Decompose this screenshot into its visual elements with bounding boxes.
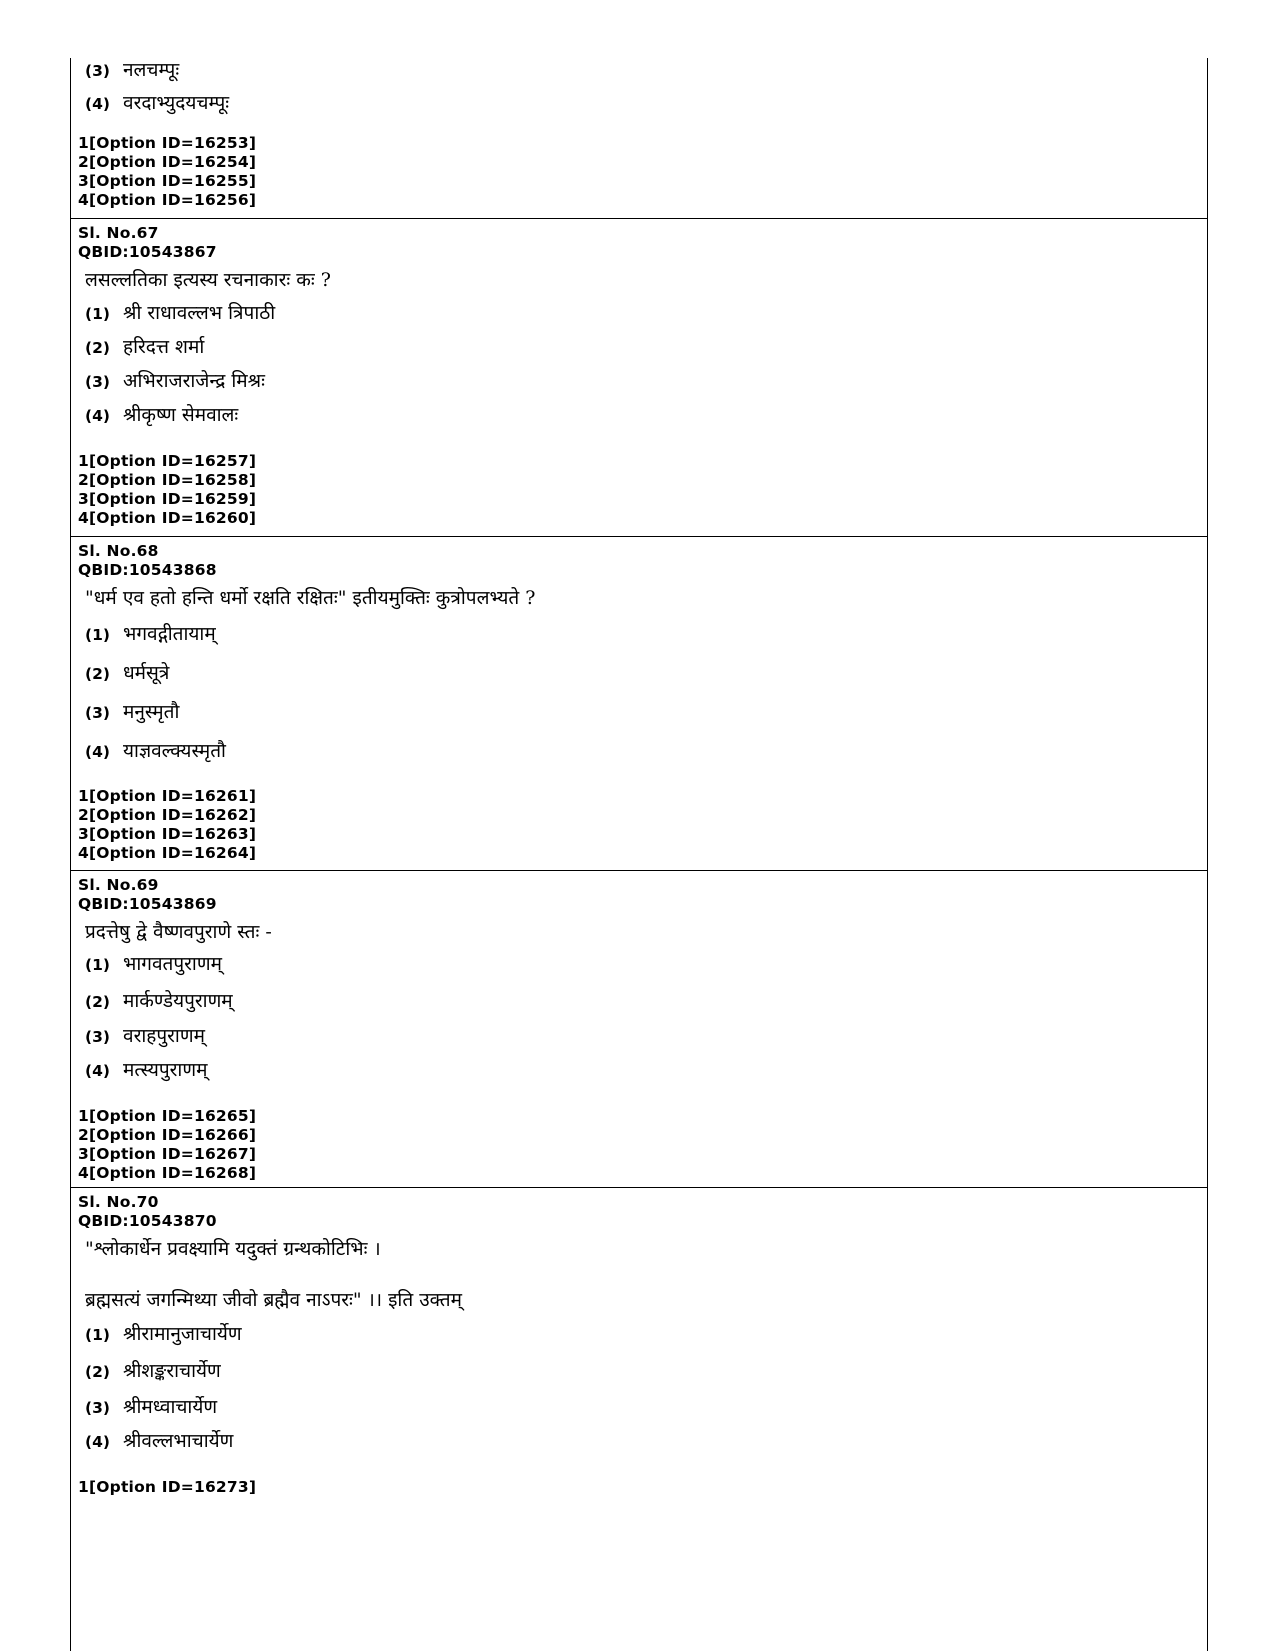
question-block-70: [71, 1193, 1207, 1497]
option-id: 3[Option ID=16255]: [78, 172, 257, 190]
question-block-69: [71, 876, 1207, 1183]
serial-number: Sl. No.69: [78, 876, 159, 894]
option-number: (3): [85, 373, 110, 391]
option-number: (1): [85, 626, 110, 644]
option-row: [78, 622, 1207, 647]
option-text: भगवद्गीतायाम्: [123, 623, 216, 645]
option-ids: [78, 1478, 1207, 1497]
option-row: [78, 91, 1207, 116]
option-text: मनुस्मृतौ: [123, 701, 180, 723]
option-row: [78, 1395, 1207, 1420]
serial-number: Sl. No.68: [78, 542, 159, 560]
option-row: [78, 403, 1207, 428]
option-row: [78, 301, 1207, 326]
question-block-68: [71, 542, 1207, 863]
question-text: "श्लोकार्धेन प्रवक्ष्यामि यदुक्तं ग्रन्थकोटिभिः ।: [85, 1238, 381, 1260]
option-text: श्रीशङ्कराचार्येण: [123, 1360, 221, 1382]
question-text: लसल्लतिका इत्यस्य रचनाकारः कः ?: [85, 269, 331, 291]
option-ids: [78, 452, 1207, 528]
option-ids: [78, 134, 1207, 210]
option-number: (1): [85, 956, 110, 974]
option-row: [78, 1322, 1207, 1347]
option-number: (4): [85, 407, 110, 425]
option-id: 4[Option ID=16260]: [78, 509, 257, 527]
option-text: याज्ञवल्क्यस्मृतौ: [123, 740, 226, 762]
option-text: श्रीरामानुजाचार्येण: [123, 1323, 242, 1345]
option-text: श्रीकृष्ण सेमवालः: [123, 404, 239, 426]
option-text: मार्कण्डेयपुराणम्: [123, 990, 233, 1012]
option-number: (1): [85, 305, 110, 323]
option-number: (2): [85, 665, 110, 683]
option-number: (4): [85, 1062, 110, 1080]
option-id: 4[Option ID=16264]: [78, 844, 257, 862]
option-id: 2[Option ID=16262]: [78, 806, 257, 824]
option-row: [78, 989, 1207, 1014]
serial-number: Sl. No.67: [78, 224, 159, 242]
option-row: [78, 739, 1207, 764]
option-number: (3): [85, 62, 110, 80]
option-id: 1[Option ID=16253]: [78, 134, 257, 152]
qbid: QBID:10543868: [78, 561, 217, 579]
option-text: मत्स्यपुराणम्: [123, 1059, 208, 1081]
qbid: QBID:10543869: [78, 895, 217, 913]
option-number: (2): [85, 993, 110, 1011]
option-number: (3): [85, 704, 110, 722]
option-text: श्री राधावल्लभ त्रिपाठी: [123, 302, 276, 324]
option-text: नलचम्पूः: [123, 59, 180, 81]
option-id: 1[Option ID=16265]: [78, 1107, 257, 1125]
option-row: [78, 1429, 1207, 1454]
option-row: [78, 700, 1207, 725]
question-text: "धर्म एव हतो हन्ति धर्मो रक्षति रक्षितः" इतीयमुक्तिः कुत्रोपलभ्यते ?: [85, 587, 536, 609]
option-row: [78, 369, 1207, 394]
option-number: (4): [85, 743, 110, 761]
option-number: (3): [85, 1028, 110, 1046]
option-number: (1): [85, 1326, 110, 1344]
qbid: QBID:10543867: [78, 243, 217, 261]
option-number: (2): [85, 339, 110, 357]
divider: [71, 536, 1207, 537]
option-row: [78, 661, 1207, 686]
option-id: 1[Option ID=16273]: [78, 1478, 257, 1496]
option-row: [78, 1359, 1207, 1384]
option-number: (4): [85, 95, 110, 113]
option-text: वराहपुराणम्: [123, 1025, 205, 1047]
option-id: 3[Option ID=16259]: [78, 490, 257, 508]
divider: [71, 1187, 1207, 1188]
option-number: (4): [85, 1433, 110, 1451]
option-id: 2[Option ID=16266]: [78, 1126, 257, 1144]
option-row: [78, 58, 1207, 83]
option-text: वरदाभ्युदयचम्पूः: [123, 92, 230, 114]
option-text: हरिदत्त शर्मा: [123, 336, 205, 358]
option-text: धर्मसूत्रे: [123, 662, 170, 684]
serial-number: Sl. No.70: [78, 1193, 159, 1211]
option-text: श्रीवल्लभाचार्येण: [123, 1430, 234, 1452]
question-block-67: [71, 224, 1207, 528]
option-id: 1[Option ID=16261]: [78, 787, 257, 805]
option-id: 3[Option ID=16263]: [78, 825, 257, 843]
option-number: (3): [85, 1399, 110, 1417]
option-id: 1[Option ID=16257]: [78, 452, 257, 470]
divider: [71, 218, 1207, 219]
option-text: श्रीमध्वाचार्येण: [123, 1396, 218, 1418]
option-row: [78, 1058, 1207, 1083]
question-text: प्रदत्तेषु द्वे वैष्णवपुराणे स्तः -: [85, 921, 272, 943]
prev-question-fragment: [71, 58, 1207, 210]
option-ids: [78, 1107, 1207, 1183]
option-id: 3[Option ID=16267]: [78, 1145, 257, 1163]
option-text: भागवतपुराणम्: [123, 953, 222, 975]
option-row: [78, 952, 1207, 977]
divider: [71, 870, 1207, 871]
option-number: (2): [85, 1363, 110, 1381]
question-paper-page: [70, 58, 1208, 1651]
option-row: [78, 335, 1207, 360]
option-id: 4[Option ID=16256]: [78, 191, 257, 209]
option-text: अभिराजराजेन्द्र मिश्रः: [123, 370, 265, 392]
qbid: QBID:10543870: [78, 1212, 217, 1230]
option-id: 2[Option ID=16254]: [78, 153, 257, 171]
option-id: 4[Option ID=16268]: [78, 1164, 257, 1182]
option-ids: [78, 787, 1207, 863]
option-row: [78, 1024, 1207, 1049]
question-text: ब्रह्मसत्यं जगन्मिथ्या जीवो ब्रह्मैव नाऽपरः" ।। इति उक्तम्: [85, 1289, 463, 1311]
option-id: 2[Option ID=16258]: [78, 471, 257, 489]
